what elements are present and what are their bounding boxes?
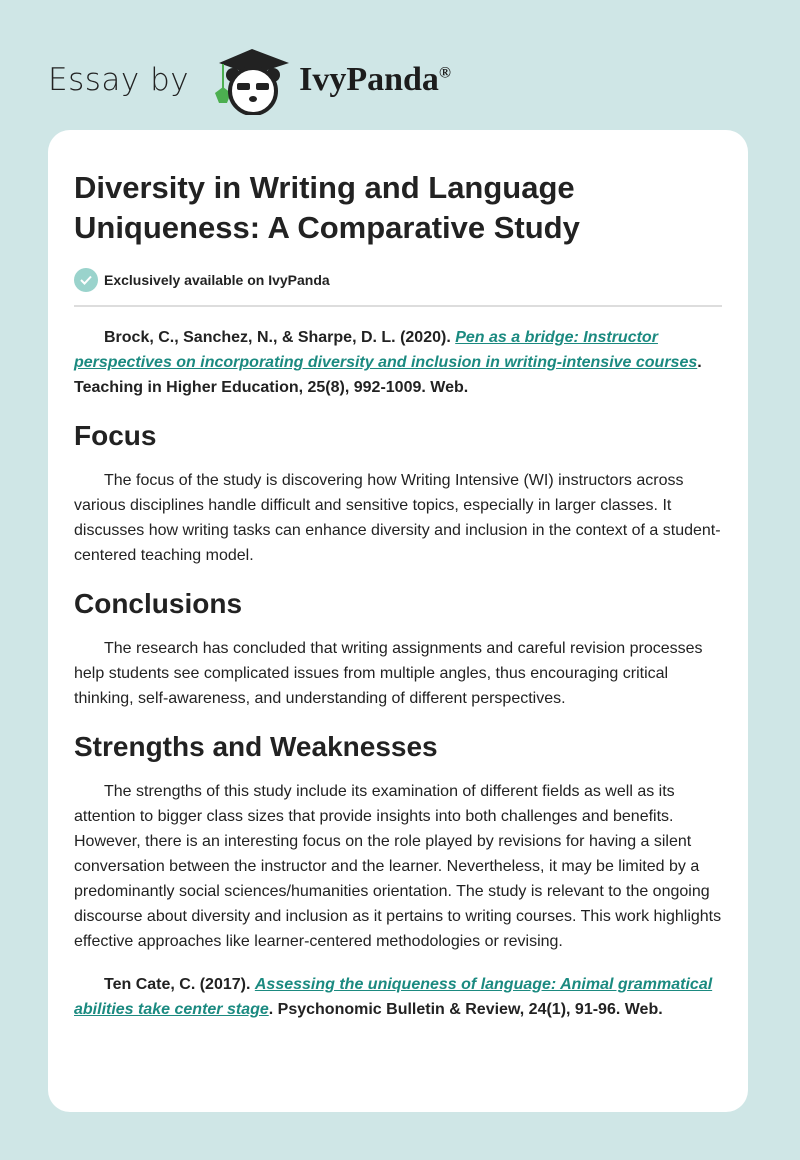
check-icon — [74, 268, 98, 292]
citation-2 — [74, 972, 722, 1022]
site-header — [48, 40, 451, 120]
essay-by-label: Essay by — [48, 62, 190, 98]
page-title: Diversity in Writing and Language Uniqueness: A Comparative Study — [74, 170, 580, 245]
citation-1 — [74, 325, 722, 400]
citation-link[interactable]: Assessing the uniqueness of language: Animal grammatical abilities take center stage — [74, 976, 713, 1018]
citation-authors: Ten Cate, C. (2017). — [104, 976, 255, 993]
divider — [74, 305, 722, 307]
panda-logo-icon[interactable] — [209, 45, 295, 115]
brand-text: IvyPanda — [299, 61, 439, 98]
brand-name[interactable] — [299, 61, 451, 99]
section-text-strengths: The strengths of this study include its examination of different fields as well as its attention to bigger class sizes that provide insights into both challenges and benefits. However, there is an interesting focus on the role played by revisions for having a silent conversation between the instructor and the learner. Nevertheless, it may be limited by a predominantly social sciences/humanities orientation. The study is relevant to the ongoing discourse about diversity and inclusion as it pertains to writing courses. This work highlights effective approaches like learner-centered methodologies or revising. — [74, 783, 722, 950]
registered-mark: ® — [438, 64, 451, 82]
section-heading-focus: Focus — [74, 420, 157, 451]
exclusive-badge — [74, 268, 722, 292]
section-heading-conclusions: Conclusions — [74, 588, 243, 619]
section-text-focus: The focus of the study is discovering how Writing Intensive (WI) instructors across various disciplines handle difficult and sensitive topics, especially in larger classes. It discusses how writing tasks can enhance diversity and inclusion in the context of a student-centered teaching model. — [74, 472, 721, 564]
citation-source: . Psychonomic Bulletin & Review, 24(1), 91-96. Web. — [268, 1001, 663, 1018]
badge-text: Exclusively available on IvyPanda — [104, 272, 330, 288]
section-text-conclusions: The research has concluded that writing assignments and careful revision processes help students see complicated issues from multiple angles, thus encouraging critical thinking, self-awareness, and understanding of different perspectives. — [74, 640, 703, 707]
citation-link[interactable]: Pen as a bridge: Instructor perspectives on incorporating diversity and inclusion in writing-intensive courses — [74, 329, 698, 371]
section-heading-strengths: Strengths and Weaknesses — [74, 731, 438, 762]
citation-source: . Teaching in Higher Education, 25(8), 992-1009. Web. — [74, 354, 702, 396]
citation-authors: Brock, C., Sanchez, N., & Sharpe, D. L. (2020). — [104, 329, 456, 346]
essay-card — [48, 130, 748, 1112]
